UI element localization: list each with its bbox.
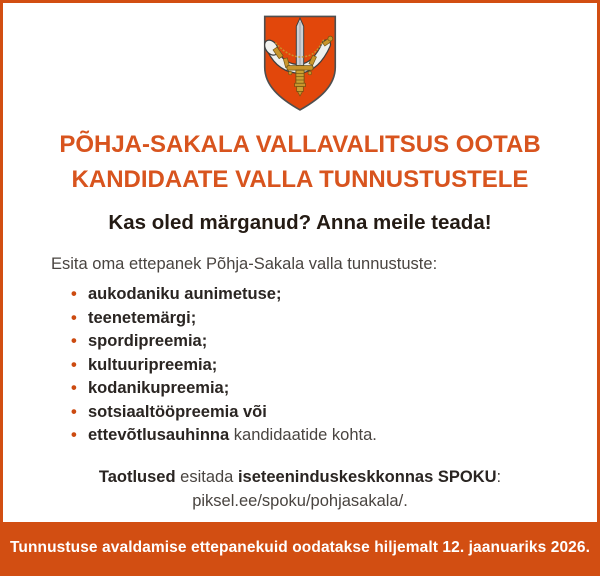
application-instruction: Taotlused esitada iseteeninduskeskkonnas SPOKU:	[98, 467, 502, 486]
list-item-sotsiaaltoopreemia: • sotsiaaltööpreemia või	[88, 401, 567, 425]
subheading: Kas oled märganud? Anna meile teada!	[108, 211, 492, 234]
list-item-kultuuripreemia: • kultuuripreemia;	[88, 354, 567, 378]
spoku-url: piksel.ee/spoku/pohjasakala/.	[192, 491, 408, 510]
main-heading-line2: KANDIDAATE VALLA TUNNUSTUSTELE	[71, 166, 529, 193]
coat-of-arms-icon	[259, 13, 341, 115]
application-info	[99, 465, 501, 513]
content-block	[3, 252, 597, 448]
list-item-aukodaniku: • aukodaniku aunimetuse;	[88, 283, 567, 307]
intro-text: Esita oma ettepanek Põhja-Sakala valla tunnustuste:	[51, 255, 438, 273]
list-item-kodanikupreemia: • kodanikupreemia;	[88, 377, 567, 401]
list-item-teenetemark: • teenetemärgi;	[88, 307, 567, 331]
list-item-spordipreemia: • spordipreemia;	[88, 330, 567, 354]
main-heading	[59, 127, 540, 197]
deadline-banner	[3, 522, 597, 573]
list-item-ettevotlusauhind: • ettevõtlusauhinna kandidaatide kohta.	[88, 424, 567, 448]
coat-of-arms	[259, 13, 341, 115]
deadline-text: Tunnustuse avaldamise ettepanekuid oodatakse hiljemalt 12. jaanuariks 2026.	[9, 538, 591, 556]
main-heading-line1: PÕHJA-SAKALA VALLAVALITSUS OOTAB	[59, 131, 541, 158]
awards-list	[51, 283, 567, 448]
